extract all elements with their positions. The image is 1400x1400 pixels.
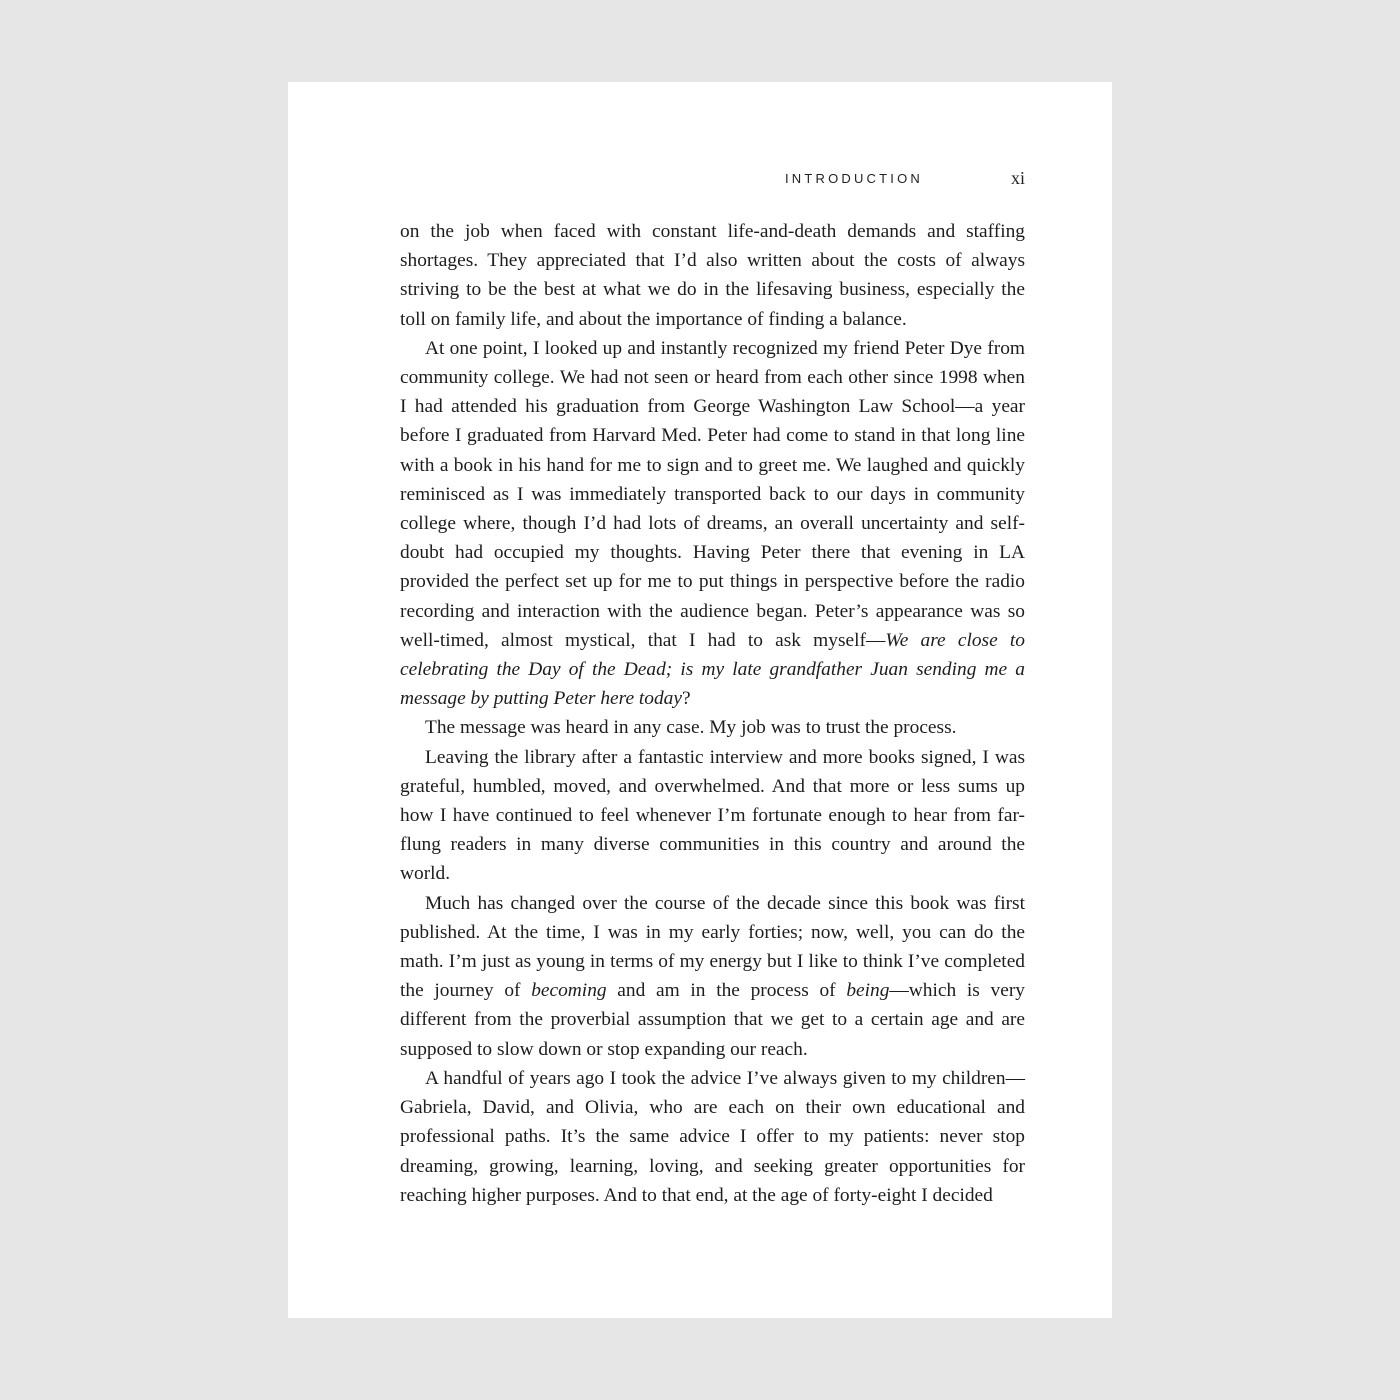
section-title: INTRODUCTION bbox=[784, 171, 923, 186]
text-run: ? bbox=[682, 688, 691, 710]
page-number: xi bbox=[1010, 168, 1025, 188]
text-run: The message was heard in any case. My job was to trust the process. bbox=[425, 717, 957, 739]
italic-run: being bbox=[846, 980, 890, 1002]
paragraph-4 bbox=[400, 743, 1025, 889]
text-run: Much has changed over the course of the decade since this book was first published. At the time, I was in my early forties; now, well, you can do the math. I’m just as young in terms of my energy but I like to think I’ve completed the journey of bbox=[400, 892, 1025, 1002]
italic-run: We are close to celebrating the Day of the Dead; is my late grandfather Juan sending me a message by putting Peter here today bbox=[400, 629, 1025, 710]
text-run: —which is very different from the proverbial assumption that we get to a certain age and are supposed to slow down or stop expanding our reach. bbox=[400, 980, 1025, 1060]
italic-run: becoming bbox=[531, 980, 607, 1002]
text-run: A handful of years ago I took the advice I’ve always given to my children—Gabriela, David, and Olivia, who are each on their own educational and professional paths. It’s the same advice I offer to my patients: never stop dreaming, growing, learning, loving, and seeking greater opportunities for reaching higher purposes. And to that end, at the age of forty-eight I decided bbox=[400, 1067, 1025, 1206]
body-text bbox=[400, 217, 1025, 1210]
text-run: Leaving the library after a fantastic interview and more books signed, I was grateful, humbled, moved, and overwhelmed. And that more or less sums up how I have continued to feel whenever I’m fortunate enough to hear from far-flung readers in many diverse communities in this country and around the world. bbox=[400, 746, 1025, 885]
running-head bbox=[400, 168, 1025, 190]
paragraph-2 bbox=[400, 334, 1025, 714]
text-run: At one point, I looked up and instantly recognized my friend Peter Dye from community college. We had not seen or heard from each other since 1998 when I had attended his graduation from George Washington Law School—a year before I graduated from Harvard Med. Peter had come to stand in that long line with a book in his hand for me to sign and to greet me. We laughed and quickly reminisced as I was immediately transported back to our days in community college where, though I’d had lots of dreams, an overall uncertainty and self-doubt had occupied my thoughts. Having Peter there that evening in LA provided the perfect set up for me to put things in perspective before the radio recording and interaction with the audience began. Peter’s appearance was so well-timed, almost mystical, that I had to ask myself— bbox=[400, 337, 1025, 651]
paragraph-1 bbox=[400, 217, 1025, 334]
text-run: on the job when faced with constant life-and-death demands and staffing shortages. They appreciated that I’d also written about the costs of always striving to be the best at what we do in the lifesaving business, especially the toll on family life, and about the importance of finding a balance. bbox=[400, 221, 1025, 330]
paragraph-3 bbox=[400, 713, 1025, 742]
book-page bbox=[288, 82, 1112, 1318]
paragraph-6 bbox=[400, 1064, 1025, 1210]
text-run: and am in the process of bbox=[606, 980, 847, 1002]
paragraph-5 bbox=[400, 889, 1025, 1064]
